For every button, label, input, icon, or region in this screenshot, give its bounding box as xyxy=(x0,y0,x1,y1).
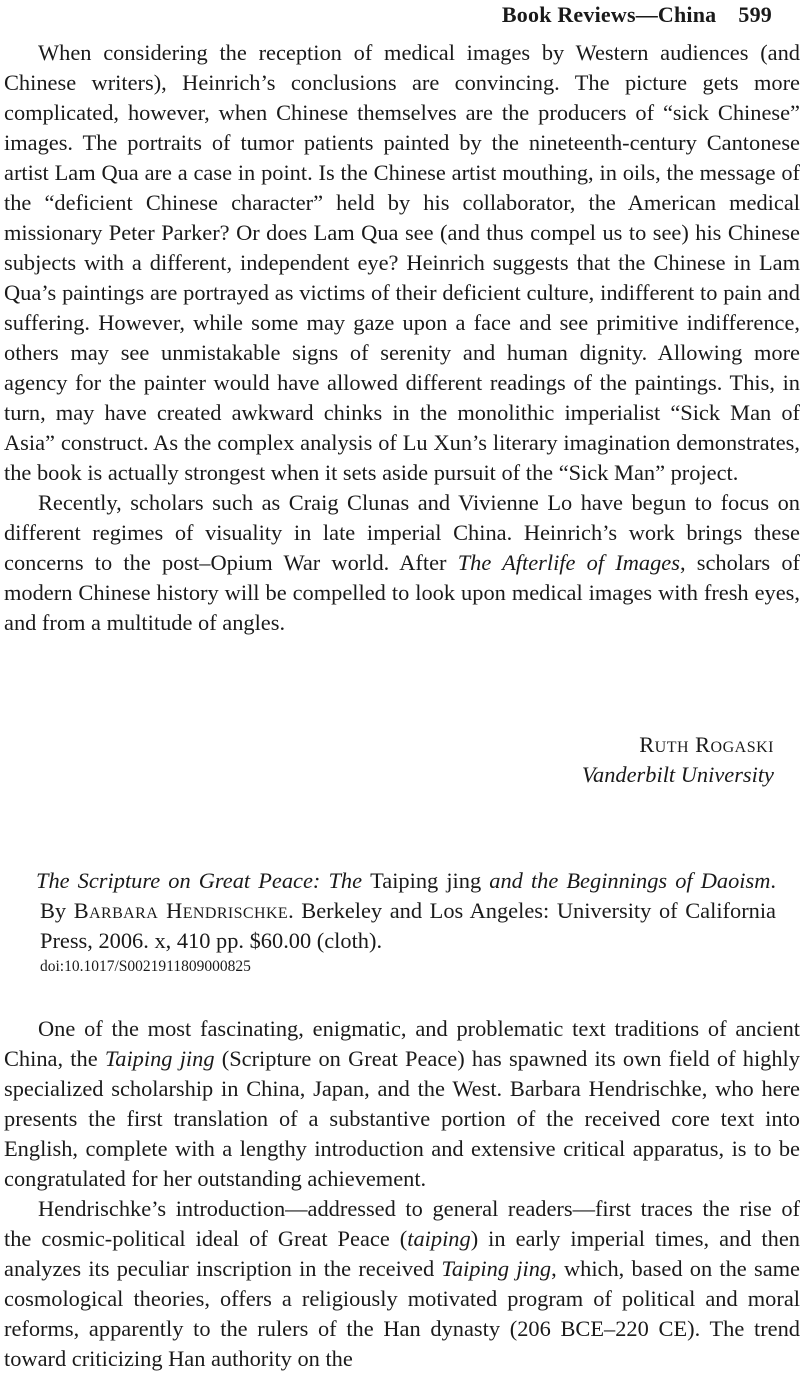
running-head xyxy=(502,2,772,28)
italic-term: Taiping jing xyxy=(441,1256,552,1281)
page-number: 599 xyxy=(738,2,772,27)
book-citation xyxy=(36,866,777,956)
paragraph-text: (Scripture on Great Peace) has spawned its own field of highly specialized scholarship in China, Japan, and the West. Barbara Hendrischke, who here presents the first translation of a substantive portion of the received core text into English, complete with a lengthy introduction and extensive critical apparatus, is to be congratulated for her outstanding achievement. xyxy=(4,1046,800,1191)
running-head-title: Book Reviews—China xyxy=(501,2,717,27)
paragraph-text: , scholars of modern Chinese history will be compelled to look upon medical images with fresh eyes, and from a multitude of angles. xyxy=(4,550,800,635)
paragraph-text: ) in early imperial times, and then analyzes its peculiar inscription in the received xyxy=(4,1226,800,1281)
review-one-body xyxy=(4,38,800,638)
italic-term: Taiping jing xyxy=(104,1046,215,1071)
citation-doi: doi:10.1017/S0021911809000825 xyxy=(40,958,251,975)
paragraph-text: , which, based on the same cosmological theories, offers a religiously motivated program of political and moral reforms, apparently to the rulers of the Han dynasty (206 BCE–220 CE). The trend toward criticizing Han authority on the xyxy=(4,1256,800,1371)
review-one-paragraph-1: When considering the reception of medical images by Western audiences (and Chinese writers), Heinrich’s conclusions are convincing. The picture gets more complicated, however, when Chinese themselves are the producers of “sick Chinese” images. The portraits of tumor patients painted by the nineteenth-century Cantonese artist Lam Qua are a case in point. Is the Chinese artist mouthing, in oils, the message of the “deficient Chinese character” held by his collaborator, the American medical missionary Peter Parker? Or does Lam Qua see (and thus compel us to see) his Chinese subjects with a different, independent eye? Heinrich suggests that the Chinese in Lam Qua’s paintings are portrayed as victims of their deficient culture, indifferent to pain and suffering. However, while some may gaze upon a face and see primitive indifference, others may see unmistakable signs of serenity and human dignity. Allowing more agency for the painter would have allowed different readings of the paintings. This, in turn, may have created awkward chinks in the monolithic imperialist “Sick Man of Asia” construct. As the complex analysis of Lu Xun’s literary imagination demonstrates, the book is actually strongest when it sets aside pursuit of the “Sick Man” project. xyxy=(4,40,800,485)
reviewer-affiliation: Vanderbilt University xyxy=(581,762,774,787)
review-one-paragraph-2 xyxy=(4,488,800,638)
citation-author: Barbara Hendrischke xyxy=(73,898,289,923)
citation-title-roman: Taiping jing xyxy=(370,868,482,893)
book-title-italic: The Afterlife of Images xyxy=(457,550,680,575)
paragraph-text: One of the most fascinating, enigmatic, and problematic text traditions of ancient China, the xyxy=(4,1016,800,1071)
citation-publisher: . Berkeley and Los Angeles: University of California Press, 2006. x, 410 pp. $60.00 (cloth). xyxy=(40,898,777,953)
review-two-paragraph-2 xyxy=(4,1194,800,1374)
citation-title-part1: The Scripture on Great Peace: The xyxy=(36,868,371,893)
paragraph-text: Recently, scholars such as Craig Clunas and Vivienne Lo have begun to focus on different regimes of visuality in late imperial China. Heinrich’s work brings these concerns to the post–Opium War world. After xyxy=(4,490,800,575)
review-two-paragraph-1 xyxy=(4,1014,800,1194)
reviewer-name: Ruth Rogaski xyxy=(639,732,774,757)
citation-title-part2: and the Beginnings of Daoism xyxy=(481,868,771,893)
review-two-body xyxy=(4,1014,800,1374)
italic-term: taiping xyxy=(407,1226,471,1251)
paragraph-text: Hendrischke’s introduction—addressed to general readers—first traces the rise of the cosmic-political ideal of Great Peace ( xyxy=(4,1196,800,1251)
citation-by: . By xyxy=(40,868,776,923)
